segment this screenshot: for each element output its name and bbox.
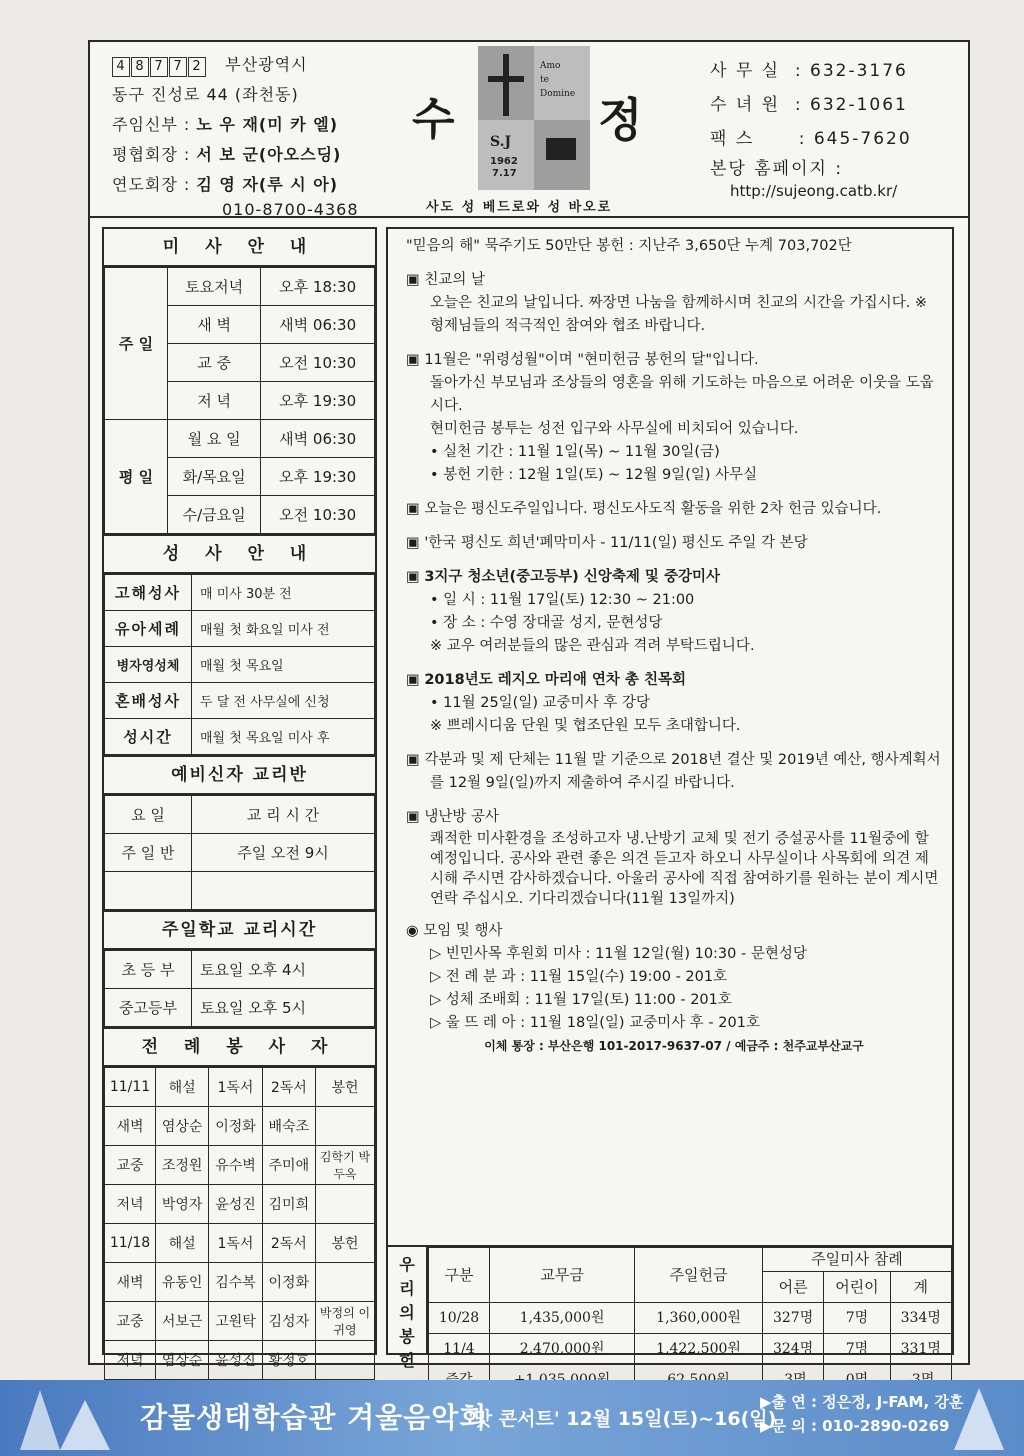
- street: 동구 진성로 44 (좌천동): [112, 85, 299, 104]
- table-row: 11/4 2,470,000원 1,422,500원 324명 7명 331명: [429, 1334, 952, 1365]
- meetings-events: ◉ 모임 및 행사 ▷ 빈민사목 후원회 미사 : 11월 12일(월) 10:30 - 문현성당 ▷ 전 례 분 과 : 11월 15일(수) 19:00 - 201호 ▷ 성체 조배회 : 11월 17일(토) 11:00 - 201호 ▷ 울 뜨 레 아 : 11월 18일(일) 교중미사 후 - 201호: [406, 923, 807, 1031]
- table-row: 10/28 1,435,000원 1,360,000원 327명 7명 334명: [429, 1303, 952, 1334]
- catechumen-table: 요 일 교 리 시 간 주 일 반 주일 오전 9시: [104, 795, 375, 910]
- bank-account: 이체 통장 : 부산은행 101-2017-9637-07 / 예금주 : 천주교부산교구: [484, 1039, 864, 1053]
- offering-table: 구분 교무금 주일헌금 주일미사 참례 어른 어린이 계 10/28 1,435,000원 1,360,000원 327명 7명 334명 11/4 2,470,000원 1,422,500원 324명 7명 331명: [428, 1247, 952, 1396]
- notice-laity-sunday: ▣ 오늘은 평신도주일입니다. 평신도사도직 활동을 위한 2차 헌금 있습니다.: [406, 501, 882, 517]
- notice-legio: ▣ 2018년도 레지오 마리애 연차 총 친목회 • 11월 25일(일) 교중미사 후 강당 ※ 쁘레시디움 단원 및 협조단원 모두 초대합니다.: [406, 672, 741, 734]
- concert-title: 감물생태학습관 겨울음악회: [140, 1401, 488, 1434]
- svg-text:S.J: S.J: [490, 134, 512, 150]
- zip-code: 4 8 7 7 2: [112, 55, 207, 74]
- tree-icon: [0, 1380, 130, 1456]
- svg-text:7.17: 7.17: [492, 168, 517, 179]
- convent-phone: : 632-1061: [794, 95, 908, 115]
- council-president: 서 보 군(아오스딩): [196, 145, 342, 164]
- pastor-name: 노 우 재(미 카 엘): [196, 115, 339, 134]
- ministers-table: 11/11 해설 1독서 2독서 봉헌 새벽 염상순 이정화 배숙조 교중 조정원 유수벽 주미애 김학기 박두옥 저녁 박영자 윤성진 김미희 11/18 해설 1독서 2독서 봉헌 새벽 유동인 김수복 이정화 교중 서보근 고원탁 김성자 박정의 이귀영 저녁 염상순 윤성진 황정호: [104, 1067, 375, 1380]
- svg-text:Amo: Amo: [540, 61, 561, 71]
- offering-stats: [388, 1245, 952, 1370]
- office-phone: : 632-3176: [794, 61, 908, 81]
- header: [90, 42, 968, 218]
- logo-jeong: 정: [598, 93, 643, 147]
- yeondo-phone: 010-8700-4368: [222, 200, 359, 219]
- notice-jubilee: ▣ '한국 평신도 희년'폐막미사 - 11/11(일) 평신도 주일 각 본당: [406, 535, 808, 551]
- offering-label: 우 리 의 봉 헌: [388, 1247, 428, 1355]
- mass-schedule: 주 일 토요저녁 오후 18:30 새 벽 새벽 06:30 교 중 오전 10:30 저 녁 오후 19:30 평 일 월 요 일 새벽 06:30 화/목요일 오후 19:30 수/금요일 오전 10:30: [104, 267, 375, 534]
- svg-text:Domine: Domine: [540, 89, 576, 99]
- mass-title: 미 사 안 내: [104, 229, 375, 267]
- city: 부산광역시: [225, 55, 308, 74]
- concert-banner: [0, 1380, 1024, 1456]
- svg-text:te: te: [540, 75, 549, 85]
- patron-saints: 사도 성 베드로와 성 바오로: [426, 200, 613, 215]
- concert-info: ▶출 연 : 정은정, J-FAM, 강훈 ▶문 의 : 010-2890-0269: [760, 1393, 964, 1435]
- sunday-school-title: 주일학교 교리시간: [104, 910, 375, 950]
- yeondo-president: 김 영 자(루 시 아): [196, 175, 339, 194]
- notice-youth-festival: ▣ 3지구 청소년(중고등부) 신앙축제 및 중강미사 • 일 시 : 11월 17일(토) 12:30 ~ 21:00 • 장 소 : 수영 장대골 성지, 문현성당 ※ 교우 여러분들의 많은 관심과 격려 부탁드립니다.: [406, 569, 755, 654]
- sunday-school-table: 초 등 부 토요일 오후 4시 중고등부 토요일 오후 5시: [104, 950, 375, 1027]
- notice-hvac: ▣ 냉난방 공사 쾌적한 미사환경을 조성하고자 냉.난방기 교체 및 전기 증설공사를 11월중에 할 예정입니다. 공사와 관련 좋은 의견 듣고자 하오니 사무실이나 사목회에 의견 제시해 주시면 감사하겠습니다. 아울러 공사에 직접 참여하기를 원하는 분이 계시면 연락 주십시오. 기다리겠습니다(11월 13일까지): [406, 809, 939, 907]
- logo-su: 수: [412, 94, 455, 145]
- concert-date: '맛 콘서트' 12월 15일(토)~16(일): [468, 1408, 777, 1430]
- homepage-link[interactable]: http://sujeong.catb.kr/: [730, 182, 898, 200]
- catechumen-title: 예비신자 교리반: [104, 755, 375, 795]
- parish-address: 4 8 7 7 2 부산광역시 동구 진성로 44 (좌천동) 주임신부 : 노 우 재(미 카 엘) 평협회장 : 서 보 군(아오스딩) 연도회장 : 김 영 자(루 시 아) 010-8700-4368: [112, 55, 359, 219]
- parish-logo: [406, 46, 662, 214]
- notice-fellowship: ▣ 친교의 날 오늘은 친교의 날입니다. 짜장면 나눔을 함께하시며 친교의 시간을 가집시다. ※ 형제님들의 적극적인 참여와 협조 바랍니다.: [406, 272, 928, 334]
- rosary-offering: "믿음의 해" 묵주기도 50만단 봉헌 : 지난주 3,650단 누계 703,702단: [406, 238, 852, 254]
- notices-column: [386, 227, 954, 1370]
- bulletin-sheet: [88, 40, 970, 1370]
- contact-info: 사 무 실 : 632-3176 수 녀 원 : 632-1061 팩 스 : 645-7620 본당 홈페이지 : http://sujeong.catb.kr/: [710, 61, 912, 200]
- ministers-title: 전 례 봉 사 자: [104, 1027, 375, 1067]
- sacrament-table: 고해성사 매 미사 30분 전 유아세례 매월 첫 화요일 미사 전 병자영성체 매월 첫 목요일 혼배성사 두 달 전 사무실에 신청 성시간 매월 첫 목요일 미사 후: [104, 574, 375, 755]
- fax-number: : 645-7620: [798, 129, 912, 149]
- notice-november: ▣ 11월은 "위령성월"이며 "현미헌금 봉헌의 달"입니다. 돌아가신 부모님과 조상들의 영혼을 위해 기도하는 마음으로 어려운 이웃을 도웁시다. 현미헌금 봉투는 성전 입구와 사무실에 비치되어 있습니다. • 실천 기간 : 11월 1일(목) ~ 11월 30일(금) • 봉헌 기한 : 12월 1일(토) ~ 12월 9일(일) 사무실: [406, 352, 934, 483]
- left-column: [102, 227, 377, 1369]
- sacrament-title: 성 사 안 내: [104, 534, 375, 574]
- svg-text:1962: 1962: [490, 156, 518, 167]
- notice-budget: ▣ 각분과 및 제 단체는 11월 말 기준으로 2018년 결산 및 2019년 예산, 행사계획서를 12월 9일(일)까지 제출하여 주시길 바랍니다.: [406, 752, 941, 791]
